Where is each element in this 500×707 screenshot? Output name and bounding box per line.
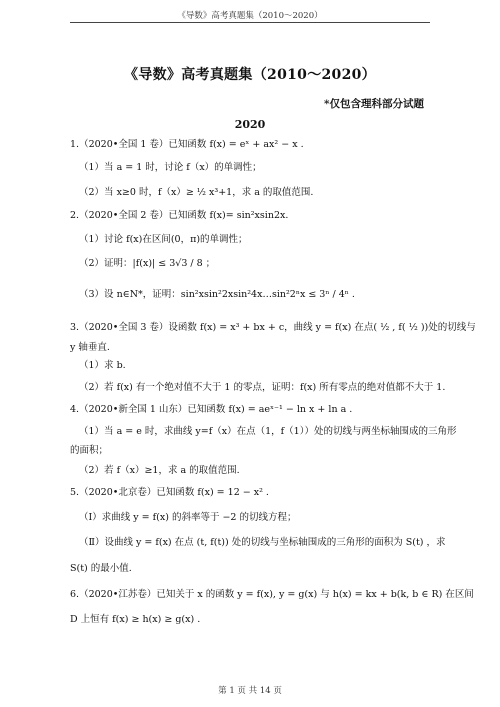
problem-5-part-2: （Ⅱ）设曲线 y = f(x) 在点 (t, f(t)) 处的切线与坐标轴围成的三角形的面积为 S(t) ，求 [79, 537, 446, 548]
problem-5-part-2-cont: S(t) 的最小值. [70, 563, 132, 574]
problem-3-part-2: （2）若 f(x) 有一个绝对值不大于 1 的零点，证明：f(x) 所有零点的绝对值都不大于 1. [79, 382, 446, 393]
problem-5-stem: 5.（2020•北京卷）已知函数 f(x) = 12 − x² . [70, 487, 269, 498]
problem-4-part-1-cont: 的面积； [70, 445, 109, 456]
problem-6-stem: 6.（2020•江苏卷）已知关于 x 的函数 y = f(x), y = g(x) 与 h(x) = kx + b(k, b ∈ R) 在区间 [70, 589, 474, 600]
problem-1-stem: 1.（2020•全国 1 卷）已知函数 f(x) = eˣ + ax² − x . [70, 139, 304, 150]
problem-1-part-1: （1）当 a = 1 时，讨论 f（x）的单调性； [79, 162, 262, 173]
problem-1-part-2: （2）当 x≥0 时，f（x）≥ ½ x³+1，求 a 的取值范围. [79, 187, 314, 198]
page-footer: 第 1 页 共 14 页 [218, 686, 282, 696]
problem-2-part-2: （2）证明：|f(x)| ≤ 3√3 / 8 ； [79, 258, 216, 269]
problem-3-part-1: （1）求 b. [79, 360, 126, 371]
problem-4-stem: 4.（2020•新全国 1 山东）已知函数 f(x) = aeˣ⁻¹ − ln x + ln a . [70, 404, 353, 415]
year-heading: 2020 [234, 118, 266, 131]
header-divider [70, 22, 430, 23]
problem-2-stem: 2.（2020•全国 2 卷）已知函数 f(x)= sin²xsin2x. [70, 210, 289, 221]
document-title: 《导数》高考真题集（2010～2020） [124, 67, 376, 83]
problem-6-stem-cont: D 上恒有 f(x) ≥ h(x) ≥ g(x) . [70, 614, 201, 625]
problem-3-stem-cont: y 轴垂直. [70, 342, 110, 353]
running-header: 《导数》高考真题集（2010～2020） [177, 11, 323, 21]
problem-3-stem: 3.（2020•全国 3 卷）设函数 f(x) = x³ + bx + c，曲线 y = f(x) 在点( ½ , f( ½ ))处的切线与 [70, 322, 476, 333]
problem-2-part-3: （3）设 n∈N*，证明：sin²xsin²2xsin²4x…sin²2ⁿx ≤ 3ⁿ / 4ⁿ . [79, 289, 355, 300]
problem-2-part-1: （1）讨论 f(x)在区间(0，π)的单调性； [79, 234, 248, 245]
document-subtitle: *仅包含理科部分试题 [324, 98, 424, 110]
problem-4-part-2: （2）若 f（x）≥1，求 a 的取值范围. [79, 465, 240, 476]
problem-4-part-1: （1）当 a = e 时，求曲线 y=f（x）在点（1，f（1））处的切线与两坐标轴围成的三角形 [79, 426, 457, 437]
problem-5-part-1: （Ⅰ）求曲线 y = f(x) 的斜率等于 −2 的切线方程； [79, 512, 297, 523]
